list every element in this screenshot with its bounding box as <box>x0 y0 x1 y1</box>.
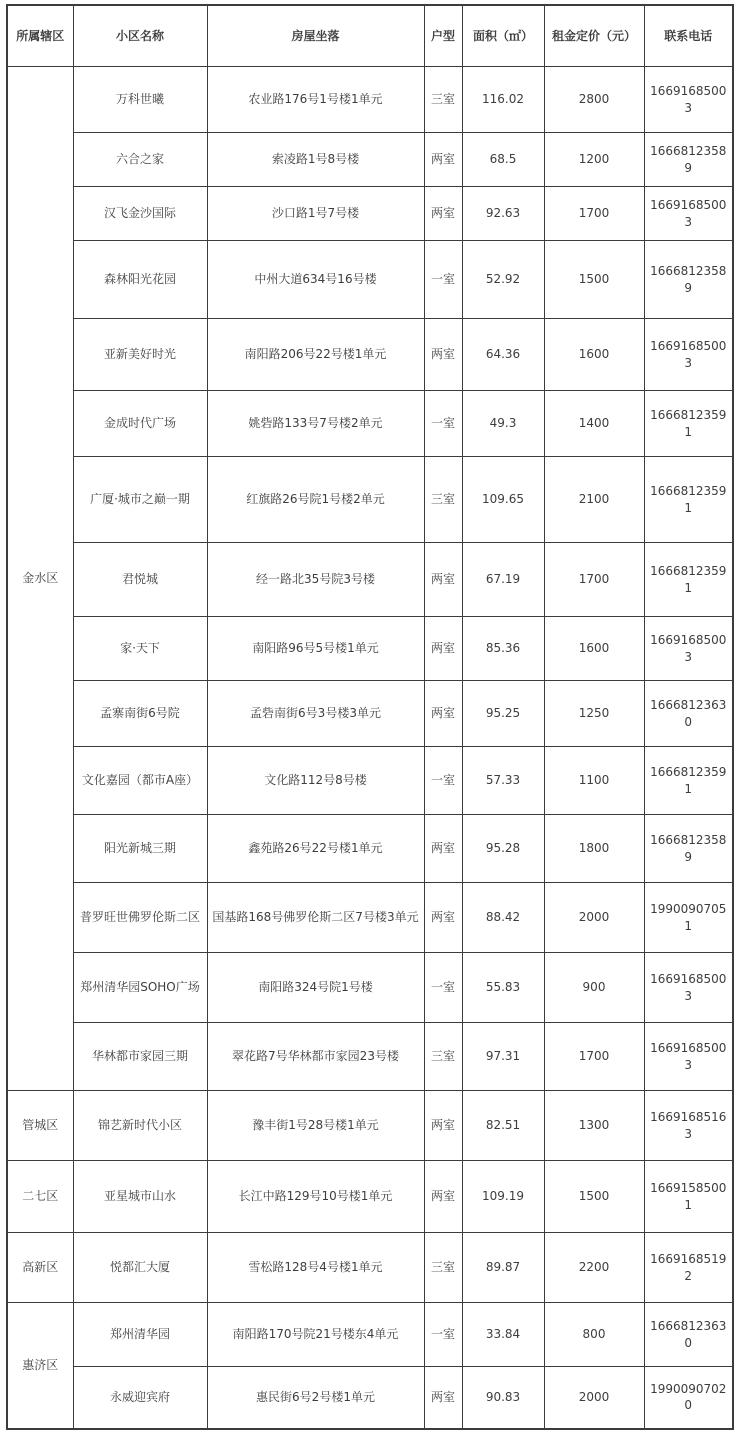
phone-cell: 16691585001 <box>644 1161 733 1233</box>
header-rent: 租金定价（元） <box>544 5 644 67</box>
area-cell: 90.83 <box>462 1367 544 1429</box>
district-cell: 惠济区 <box>7 1303 73 1429</box>
rent-cell: 2000 <box>544 883 644 953</box>
phone-cell: 16668123589 <box>644 241 733 319</box>
phone-cell: 16668123591 <box>644 391 733 457</box>
layout-cell: 一室 <box>424 391 462 457</box>
area-cell: 95.25 <box>462 681 544 747</box>
table-body <box>7 67 733 1429</box>
header-layout: 户型 <box>424 5 462 67</box>
area-cell: 92.63 <box>462 187 544 241</box>
table-row <box>7 457 733 543</box>
rent-cell: 2100 <box>544 457 644 543</box>
area-cell: 88.42 <box>462 883 544 953</box>
area-cell: 109.19 <box>462 1161 544 1233</box>
phone-cell: 16691685192 <box>644 1233 733 1303</box>
community-cell: 六合之家 <box>73 133 207 187</box>
address-cell: 索凌路1号8号楼 <box>207 133 424 187</box>
table-row <box>7 815 733 883</box>
address-cell: 红旗路26号院1号楼2单元 <box>207 457 424 543</box>
layout-cell: 三室 <box>424 1233 462 1303</box>
phone-cell: 16668123591 <box>644 457 733 543</box>
layout-cell: 两室 <box>424 133 462 187</box>
rent-cell: 1400 <box>544 391 644 457</box>
header-area: 面积（㎡） <box>462 5 544 67</box>
area-cell: 109.65 <box>462 457 544 543</box>
area-cell: 49.3 <box>462 391 544 457</box>
community-cell: 文化嘉园（都市A座） <box>73 747 207 815</box>
address-cell: 豫丰街1号28号楼1单元 <box>207 1091 424 1161</box>
layout-cell: 两室 <box>424 1367 462 1429</box>
layout-cell: 一室 <box>424 747 462 815</box>
table-row <box>7 1091 733 1161</box>
community-cell: 广厦·城市之巅一期 <box>73 457 207 543</box>
rent-cell: 1700 <box>544 543 644 617</box>
community-cell: 永威迎宾府 <box>73 1367 207 1429</box>
layout-cell: 两室 <box>424 617 462 681</box>
header-district: 所属辖区 <box>7 5 73 67</box>
phone-cell: 16691685003 <box>644 319 733 391</box>
table-row <box>7 747 733 815</box>
phone-cell: 16668123589 <box>644 133 733 187</box>
address-cell: 南阳路96号5号楼1单元 <box>207 617 424 681</box>
address-cell: 鑫苑路26号22号楼1单元 <box>207 815 424 883</box>
layout-cell: 一室 <box>424 953 462 1023</box>
community-cell: 金成时代广场 <box>73 391 207 457</box>
area-cell: 52.92 <box>462 241 544 319</box>
community-cell: 郑州清华园 <box>73 1303 207 1367</box>
phone-cell: 16691685003 <box>644 67 733 133</box>
layout-cell: 两室 <box>424 187 462 241</box>
phone-cell: 16691685003 <box>644 1023 733 1091</box>
address-cell: 长江中路129号10号楼1单元 <box>207 1161 424 1233</box>
table-row <box>7 1367 733 1429</box>
community-cell: 君悦城 <box>73 543 207 617</box>
area-cell: 116.02 <box>462 67 544 133</box>
header-community: 小区名称 <box>73 5 207 67</box>
layout-cell: 三室 <box>424 1023 462 1091</box>
address-cell: 南阳路170号院21号楼东4单元 <box>207 1303 424 1367</box>
table-row <box>7 681 733 747</box>
table-row <box>7 67 733 133</box>
table-row <box>7 1161 733 1233</box>
district-cell: 二七区 <box>7 1161 73 1233</box>
rent-cell: 1700 <box>544 187 644 241</box>
area-cell: 33.84 <box>462 1303 544 1367</box>
phone-cell: 19900907020 <box>644 1367 733 1429</box>
address-cell: 惠民街6号2号楼1单元 <box>207 1367 424 1429</box>
header-phone: 联系电话 <box>644 5 733 67</box>
address-cell: 农业路176号1号楼1单元 <box>207 67 424 133</box>
area-cell: 55.83 <box>462 953 544 1023</box>
area-cell: 95.28 <box>462 815 544 883</box>
address-cell: 姚砦路133号7号楼2单元 <box>207 391 424 457</box>
phone-cell: 16691685003 <box>644 953 733 1023</box>
district-cell: 金水区 <box>7 67 73 1091</box>
community-cell: 亚新美好时光 <box>73 319 207 391</box>
address-cell: 沙口路1号7号楼 <box>207 187 424 241</box>
layout-cell: 三室 <box>424 457 462 543</box>
area-cell: 64.36 <box>462 319 544 391</box>
address-cell: 南阳路324号院1号楼 <box>207 953 424 1023</box>
phone-cell: 16668123630 <box>644 1303 733 1367</box>
table-row <box>7 543 733 617</box>
area-cell: 97.31 <box>462 1023 544 1091</box>
rent-cell: 1250 <box>544 681 644 747</box>
rent-cell: 900 <box>544 953 644 1023</box>
address-cell: 雪松路128号4号楼1单元 <box>207 1233 424 1303</box>
layout-cell: 两室 <box>424 543 462 617</box>
area-cell: 85.36 <box>462 617 544 681</box>
header-row <box>7 5 733 67</box>
table-row <box>7 1023 733 1091</box>
table-row <box>7 187 733 241</box>
phone-cell: 16668123589 <box>644 815 733 883</box>
rent-cell: 1800 <box>544 815 644 883</box>
community-cell: 阳光新城三期 <box>73 815 207 883</box>
layout-cell: 两室 <box>424 815 462 883</box>
rent-cell: 1600 <box>544 319 644 391</box>
layout-cell: 两室 <box>424 1091 462 1161</box>
layout-cell: 一室 <box>424 241 462 319</box>
phone-cell: 16668123630 <box>644 681 733 747</box>
table-row <box>7 953 733 1023</box>
rent-cell: 1700 <box>544 1023 644 1091</box>
community-cell: 普罗旺世佛罗伦斯二区 <box>73 883 207 953</box>
address-cell: 国基路168号佛罗伦斯二区7号楼3单元 <box>207 883 424 953</box>
layout-cell: 一室 <box>424 1303 462 1367</box>
table-row <box>7 319 733 391</box>
phone-cell: 16668123591 <box>644 543 733 617</box>
community-cell: 森林阳光花园 <box>73 241 207 319</box>
phone-cell: 16691685163 <box>644 1091 733 1161</box>
rent-cell: 2800 <box>544 67 644 133</box>
area-cell: 57.33 <box>462 747 544 815</box>
rent-cell: 1200 <box>544 133 644 187</box>
community-cell: 悦都汇大厦 <box>73 1233 207 1303</box>
community-cell: 汉飞金沙国际 <box>73 187 207 241</box>
address-cell: 南阳路206号22号楼1单元 <box>207 319 424 391</box>
layout-cell: 两室 <box>424 319 462 391</box>
district-cell: 管城区 <box>7 1091 73 1161</box>
table-row <box>7 617 733 681</box>
area-cell: 89.87 <box>462 1233 544 1303</box>
table-row <box>7 1233 733 1303</box>
rental-listings-table <box>6 4 734 1430</box>
rent-cell: 1500 <box>544 1161 644 1233</box>
address-cell: 文化路112号8号楼 <box>207 747 424 815</box>
community-cell: 华林都市家园三期 <box>73 1023 207 1091</box>
community-cell: 郑州清华园SOHO广场 <box>73 953 207 1023</box>
community-cell: 锦艺新时代小区 <box>73 1091 207 1161</box>
address-cell: 翠花路7号华林都市家园23号楼 <box>207 1023 424 1091</box>
table-row <box>7 241 733 319</box>
community-cell: 亚星城市山水 <box>73 1161 207 1233</box>
address-cell: 经一路北35号院3号楼 <box>207 543 424 617</box>
table-row <box>7 883 733 953</box>
phone-cell: 16691685003 <box>644 187 733 241</box>
rent-cell: 800 <box>544 1303 644 1367</box>
area-cell: 67.19 <box>462 543 544 617</box>
rent-cell: 1500 <box>544 241 644 319</box>
community-cell: 家·天下 <box>73 617 207 681</box>
phone-cell: 19900907051 <box>644 883 733 953</box>
rent-cell: 2000 <box>544 1367 644 1429</box>
layout-cell: 两室 <box>424 1161 462 1233</box>
phone-cell: 16691685003 <box>644 617 733 681</box>
layout-cell: 两室 <box>424 681 462 747</box>
rent-cell: 1600 <box>544 617 644 681</box>
table-row <box>7 1303 733 1367</box>
rent-cell: 1100 <box>544 747 644 815</box>
layout-cell: 两室 <box>424 883 462 953</box>
area-cell: 68.5 <box>462 133 544 187</box>
district-cell: 高新区 <box>7 1233 73 1303</box>
rent-cell: 1300 <box>544 1091 644 1161</box>
area-cell: 82.51 <box>462 1091 544 1161</box>
table-row <box>7 133 733 187</box>
address-cell: 孟砦南街6号3号楼3单元 <box>207 681 424 747</box>
header-address: 房屋坐落 <box>207 5 424 67</box>
rent-cell: 2200 <box>544 1233 644 1303</box>
community-cell: 万科世曦 <box>73 67 207 133</box>
phone-cell: 16668123591 <box>644 747 733 815</box>
table-row <box>7 391 733 457</box>
layout-cell: 三室 <box>424 67 462 133</box>
address-cell: 中州大道634号16号楼 <box>207 241 424 319</box>
community-cell: 孟寨南街6号院 <box>73 681 207 747</box>
